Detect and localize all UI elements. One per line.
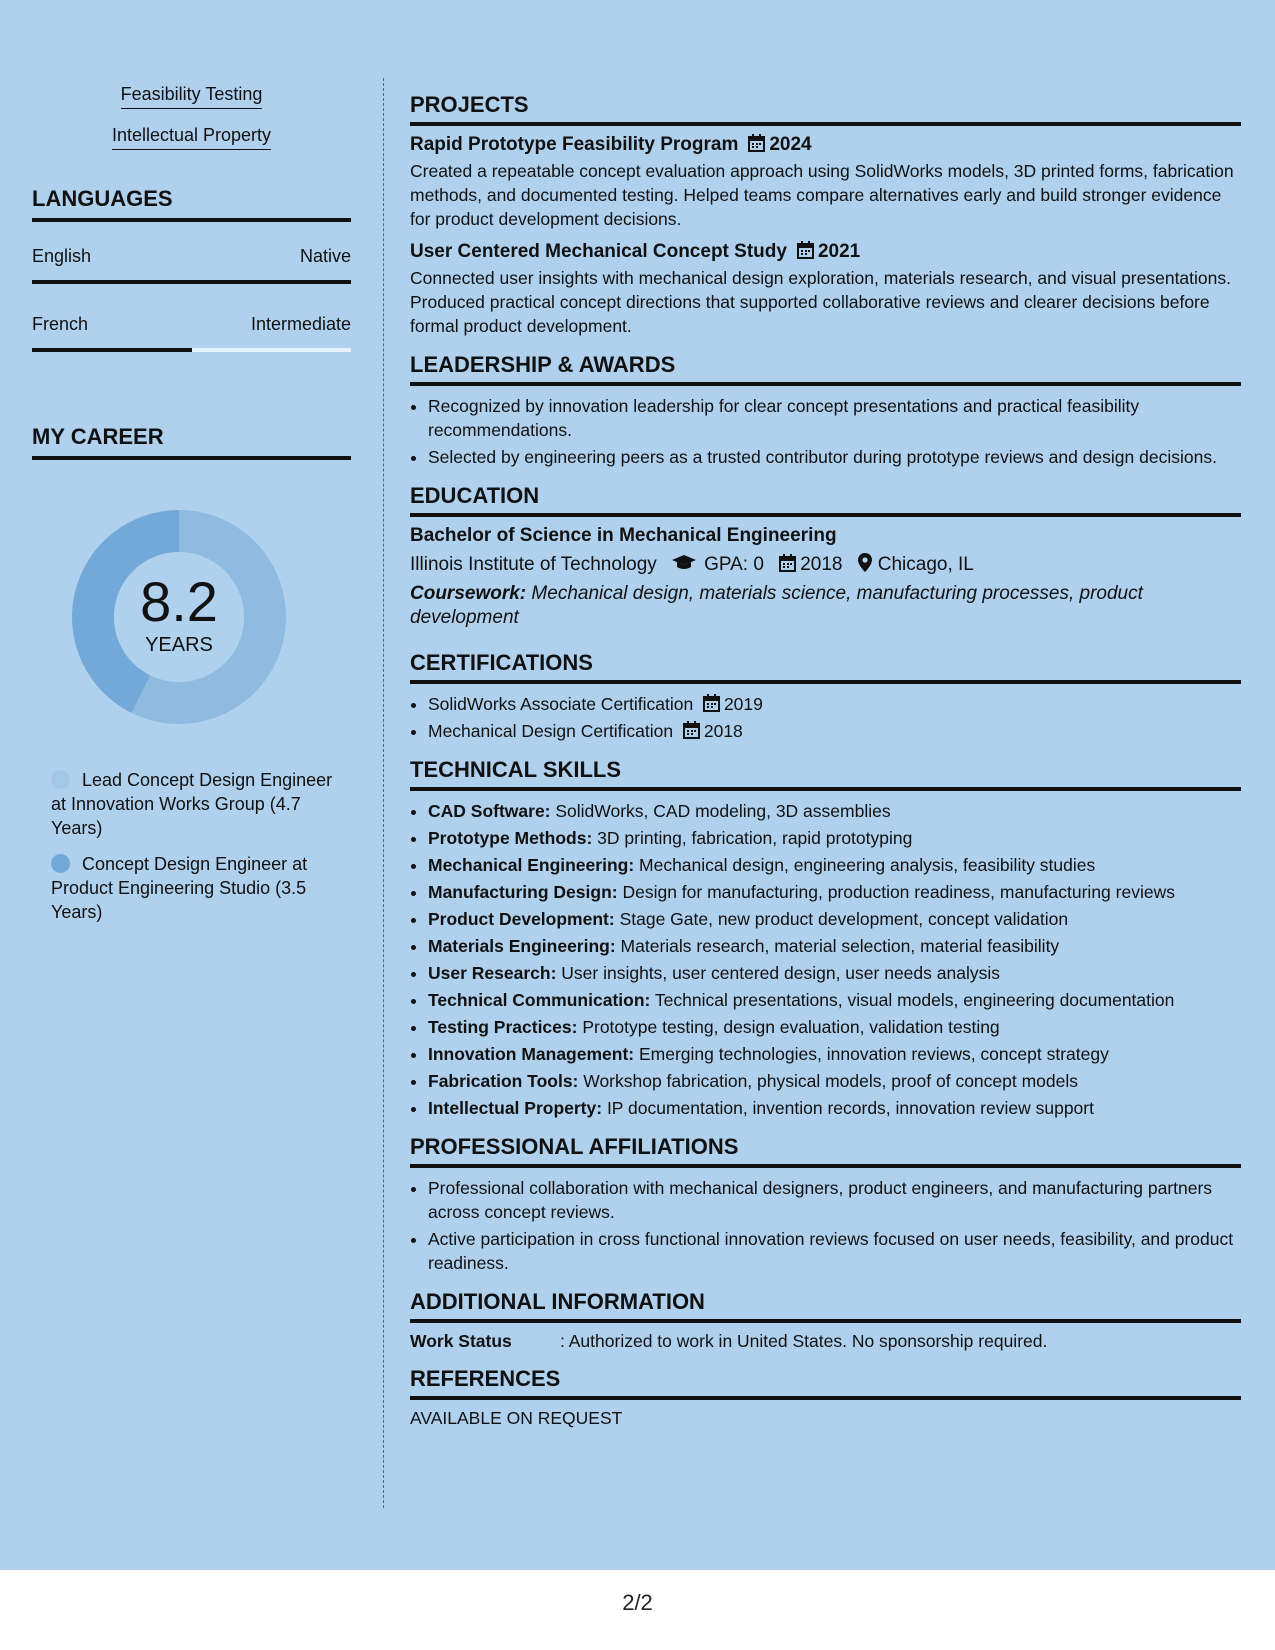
projects-heading: PROJECTS: [410, 92, 1241, 126]
language-bar: [32, 348, 351, 352]
language-level: Native: [299, 246, 351, 266]
leadership-heading: LEADERSHIP & AWARDS: [410, 352, 1241, 386]
references-heading: REFERENCES: [410, 1366, 1241, 1400]
education-details: [410, 553, 1241, 576]
affiliations-heading: PROFESSIONAL AFFILIATIONS: [410, 1134, 1241, 1168]
calendar-icon: [748, 134, 765, 152]
tag-item: Feasibility Testing: [32, 84, 351, 109]
project-item: [410, 134, 1241, 231]
column-divider: [383, 78, 384, 1508]
graduation-cap-icon: [672, 555, 696, 571]
skill-item: • Fabrication Tools: Workshop fabrication, physical models, proof of concept models: [428, 1069, 1241, 1093]
skills-section: [410, 757, 1241, 1120]
skill-item: • CAD Software: SolidWorks, CAD modeling, 3D assemblies: [428, 799, 1241, 823]
right-column: [410, 92, 1241, 1443]
list-item: • Active participation in cross functional innovation reviews focused on user needs, feasibility, and product readiness.: [428, 1227, 1241, 1275]
language-item: [32, 246, 351, 284]
language-item: [32, 314, 351, 352]
language-level: Intermediate: [250, 314, 351, 334]
language-bar: [32, 280, 351, 284]
career-donut-chart: [66, 504, 292, 730]
career-total-years: 8.2: [140, 570, 218, 633]
career-heading: MY CAREER: [32, 424, 351, 460]
education-section: [410, 483, 1241, 630]
career-legend: [32, 768, 351, 924]
additional-section: [410, 1289, 1241, 1352]
graduation-year: 2018: [800, 554, 843, 575]
legend-dot: [51, 854, 70, 873]
leadership-section: [410, 352, 1241, 469]
projects-section: [410, 92, 1241, 338]
list-item: • Professional collaboration with mechanical designers, product engineers, and manufacturing partners across concept reviews.: [428, 1176, 1241, 1224]
degree-title: Bachelor of Science in Mechanical Engineering: [410, 525, 837, 546]
project-item: [410, 241, 1241, 338]
project-name: User Centered Mechanical Concept Study: [410, 241, 787, 262]
project-name: Rapid Prototype Feasibility Program: [410, 134, 739, 155]
languages-heading: LANGUAGES: [32, 186, 351, 222]
career-total-unit: YEARS: [145, 634, 213, 656]
skill-item: • User Research: User insights, user centered design, user needs analysis: [428, 961, 1241, 985]
work-status: Work Status : Authorized to work in United States. No sponsorship required.: [410, 1331, 1048, 1351]
skill-item: • Prototype Methods: 3D printing, fabrication, rapid prototyping: [428, 826, 1241, 850]
certification-item: • Mechanical Design Certification 2018: [428, 719, 1241, 743]
language-name: French: [32, 314, 89, 334]
gpa: GPA: 0: [704, 554, 764, 575]
tag-item: Intellectual Property: [32, 125, 351, 150]
career-legend-item: Concept Design Engineer at Product Engineering Studio (3.5 Years): [51, 854, 308, 922]
calendar-icon: [779, 554, 796, 572]
list-item: • Selected by engineering peers as a trusted contributor during prototype reviews and design decisions.: [428, 445, 1241, 469]
project-year: 2024: [769, 134, 812, 155]
project-description: Created a repeatable concept evaluation approach using SolidWorks models, 3D printed forms, fabrication methods, and documented testing. Helped teams compare alternatives early and build stronger evidence for product development decisions.: [410, 161, 1234, 229]
references-section: [410, 1366, 1241, 1429]
calendar-icon: [683, 721, 700, 739]
page-number: 2/2: [622, 1590, 653, 1615]
location: Chicago, IL: [877, 554, 974, 575]
certifications-section: [410, 650, 1241, 743]
map-pin-icon: [858, 553, 872, 572]
language-bar-fill: [32, 280, 351, 284]
skill-item: • Manufacturing Design: Design for manufacturing, production readiness, manufacturing reviews: [428, 880, 1241, 904]
education-heading: EDUCATION: [410, 483, 1241, 517]
affiliations-section: [410, 1134, 1241, 1275]
school-name: Illinois Institute of Technology: [410, 554, 657, 575]
legend-dot: [51, 770, 70, 789]
skill-item: • Mechanical Engineering: Mechanical design, engineering analysis, feasibility studies: [428, 853, 1241, 877]
certifications-heading: CERTIFICATIONS: [410, 650, 1241, 684]
skill-item: • Product Development: Stage Gate, new product development, concept validation: [428, 907, 1241, 931]
certification-item: • SolidWorks Associate Certification 2019: [428, 692, 1241, 716]
left-column: [32, 84, 351, 936]
skill-item: • Testing Practices: Prototype testing, design evaluation, validation testing: [428, 1015, 1241, 1039]
list-item: • Recognized by innovation leadership for clear concept presentations and practical feasibility recommendations.: [428, 394, 1241, 442]
additional-heading: ADDITIONAL INFORMATION: [410, 1289, 1241, 1323]
references-text: AVAILABLE ON REQUEST: [410, 1408, 623, 1428]
skill-item: • Intellectual Property: IP documentation, invention records, innovation review support: [428, 1096, 1241, 1120]
language-name: English: [32, 246, 92, 266]
career-legend-item: Lead Concept Design Engineer at Innovation Works Group (4.7 Years): [51, 770, 333, 838]
skill-item: • Technical Communication: Technical presentations, visual models, engineering documentation: [428, 988, 1241, 1012]
skill-item: • Materials Engineering: Materials research, material selection, material feasibility: [428, 934, 1241, 958]
coursework: Coursework: Mechanical design, materials science, manufacturing processes, product development: [410, 583, 1143, 628]
project-year: 2021: [817, 241, 861, 262]
skills-heading: TECHNICAL SKILLS: [410, 757, 1241, 791]
calendar-icon: [797, 241, 814, 259]
calendar-icon: [703, 694, 720, 712]
language-bar-fill: [32, 348, 192, 352]
project-description: Connected user insights with mechanical design exploration, materials research, and visual presentations. Produced practical concept directions that supported collaborative reviews and clearer decisions before formal product development.: [410, 268, 1231, 336]
skill-item: • Innovation Management: Emerging technologies, innovation reviews, concept strategy: [428, 1042, 1241, 1066]
